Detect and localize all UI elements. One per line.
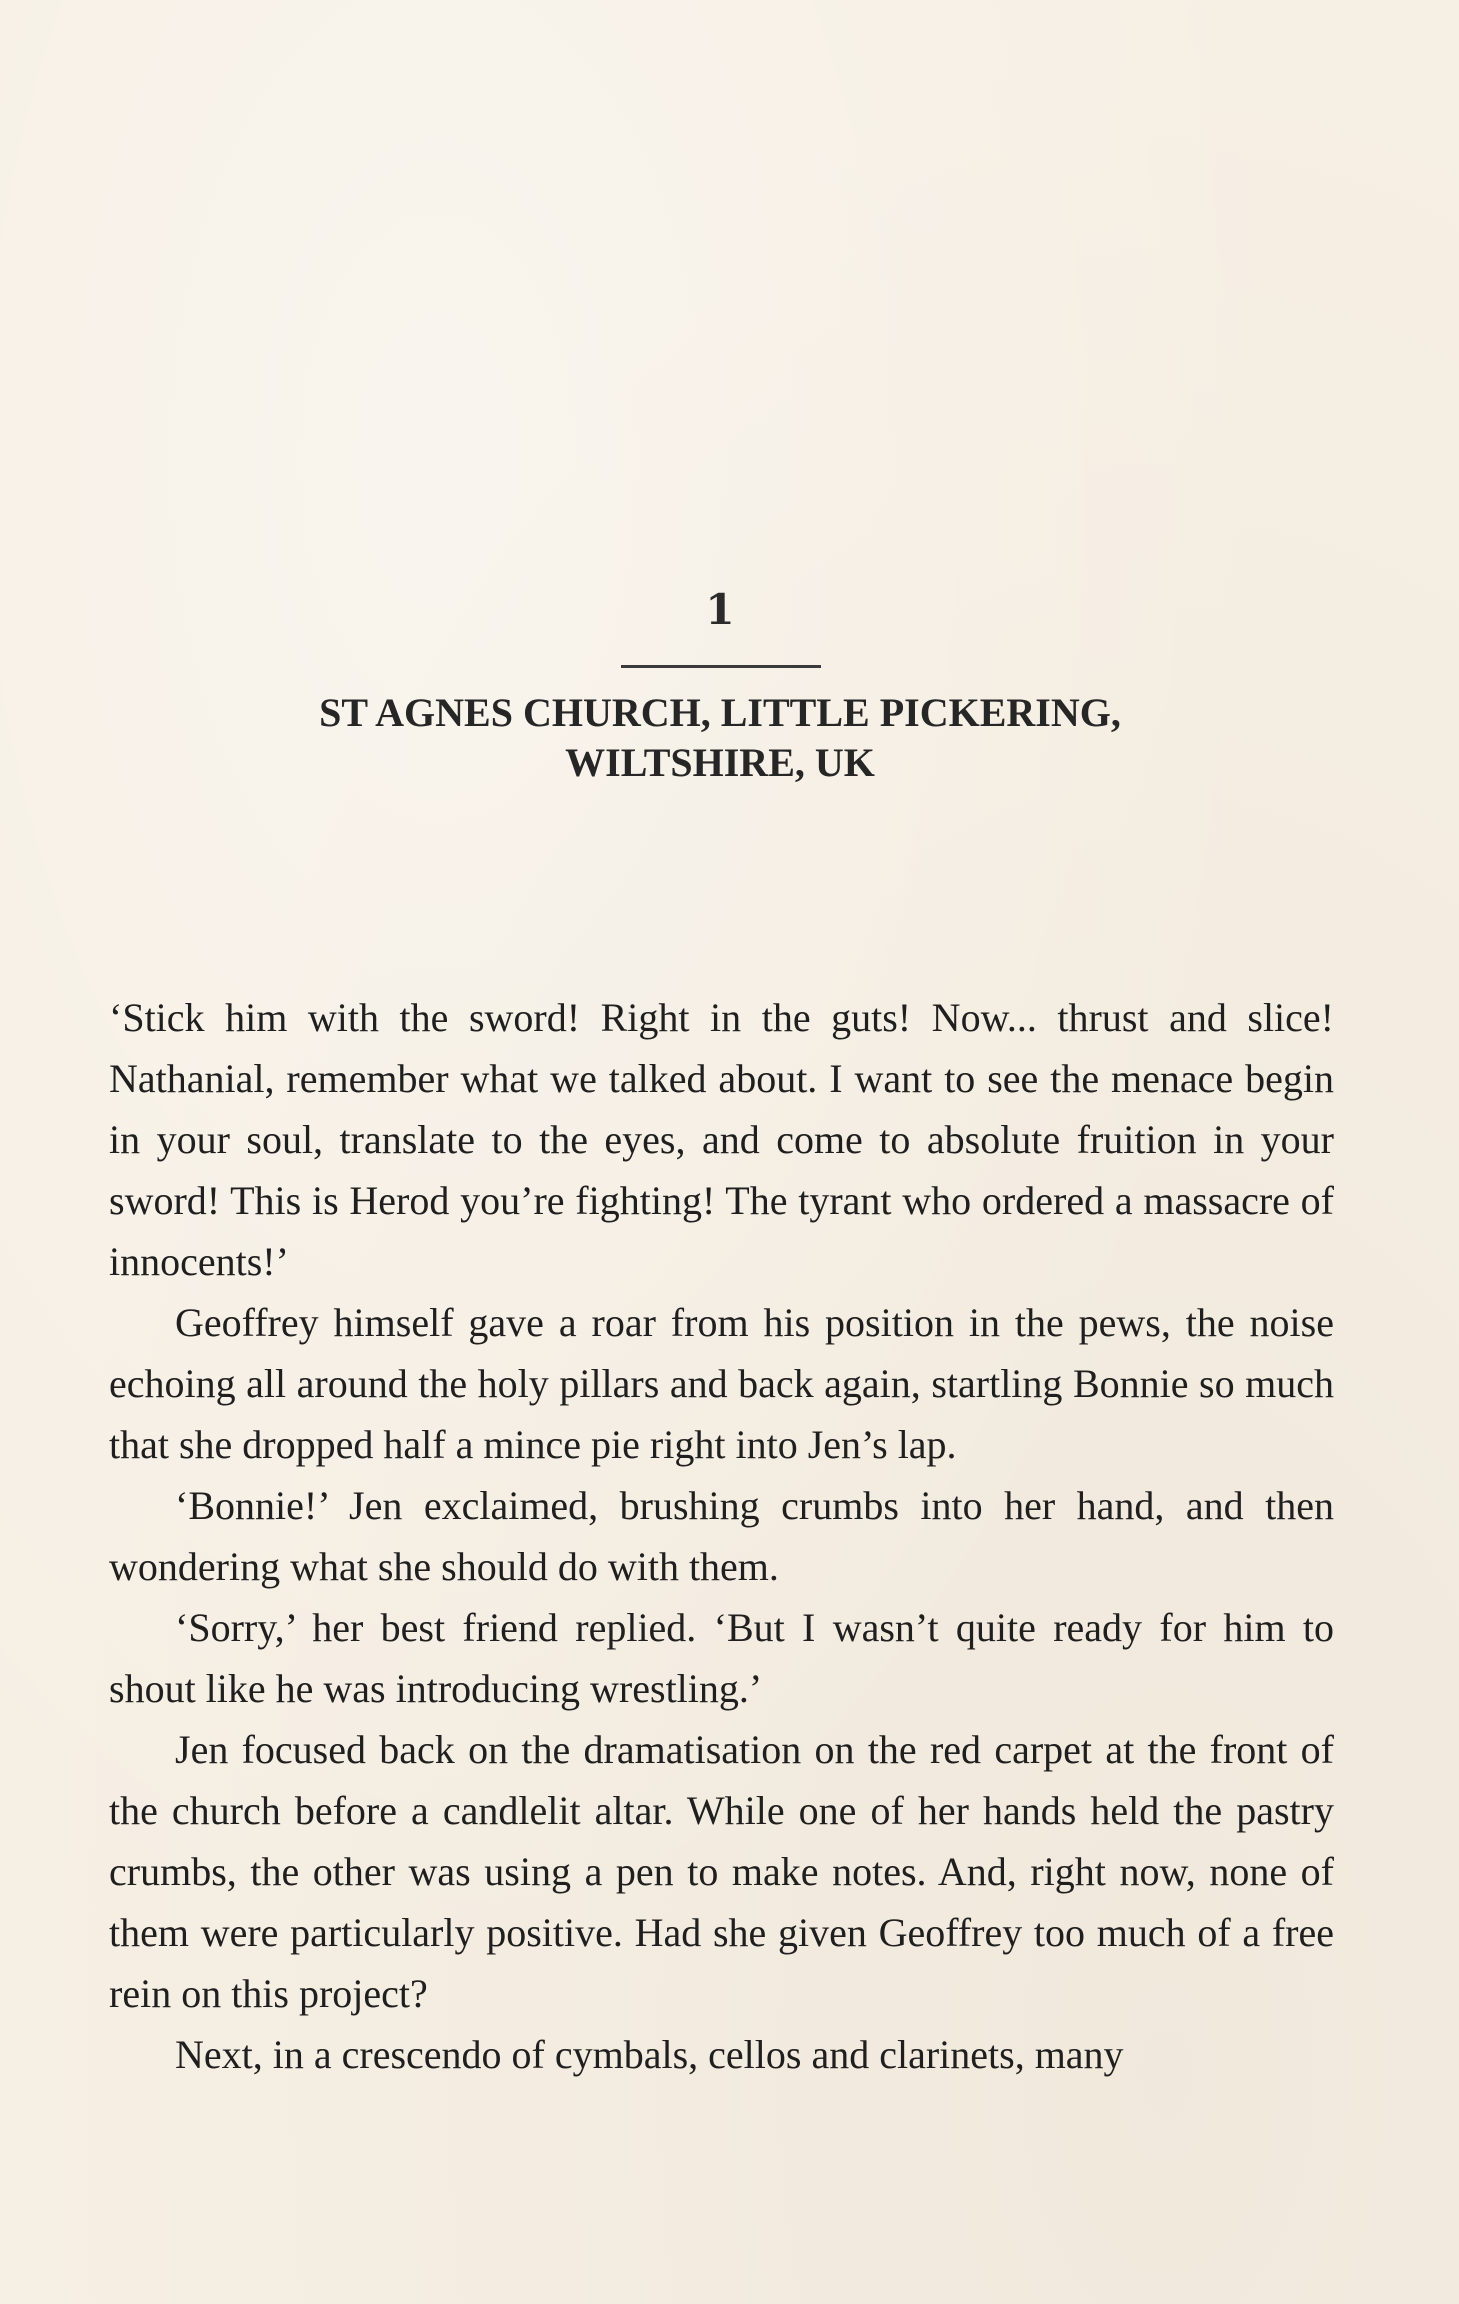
paragraph-1: ‘Stick him with the sword! Right in the guts! Now... thrust and slice! Nathanial, remember what we talked about. I want to see the menace begin in your soul, translate to the eyes, and come to absolute fruition in your sword! This is Herod you’re fighting! The tyrant who ordered a massacre of innocents!’ — [109, 995, 1334, 1284]
paragraph-3: ‘Bonnie!’ Jen exclaimed, brushing crumbs into her hand, and then wondering what she should do with them. — [109, 1483, 1334, 1589]
chapter-location-line-2: WILTSHIRE, UK — [565, 740, 875, 785]
chapter-location-line-1: ST AGNES CHURCH, LITTLE PICKERING, — [319, 690, 1121, 735]
paragraph-5: Jen focused back on the dramatisation on the red carpet at the front of the church before a candlelit altar. While one of her hands held the pastry crumbs, the other was using a pen to make notes. And, right now, none of them were particularly positive. Had she given Geoffrey too much of a free rein on this project? — [109, 1727, 1334, 2016]
chapter-location-heading — [0, 688, 1440, 788]
chapter-number: 1 — [705, 585, 735, 634]
paragraph-6: Next, in a crescendo of cymbals, cellos and clarinets, many — [175, 2032, 1124, 2077]
paragraph-4: ‘Sorry,’ her best friend replied. ‘But I wasn’t quite ready for him to shout like he was introducing wrestling.’ — [109, 1605, 1334, 1711]
chapter-divider-rule — [621, 665, 821, 668]
body-text — [109, 987, 1334, 2085]
paragraph-2: Geoffrey himself gave a roar from his position in the pews, the noise echoing all around the holy pillars and back again, startling Bonnie so much that she dropped half a mince pie right into Jen’s lap. — [109, 1300, 1334, 1467]
